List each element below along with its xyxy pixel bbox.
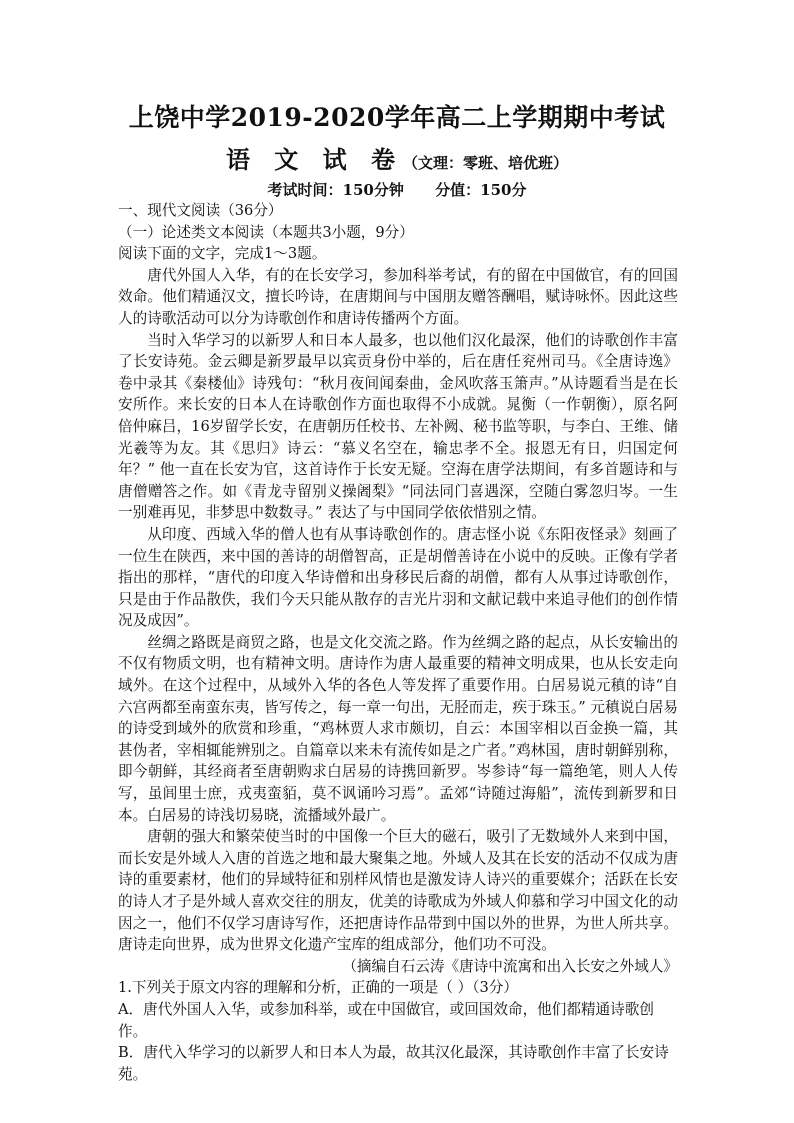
question-1-stem: 1.下列关于原文内容的理解和分析，正确的一项是（ ）（3分） bbox=[118, 979, 518, 997]
exam-subtitle bbox=[0, 143, 794, 180]
passage-paragraph-3: 从印度、西域入华的僧人也有从事诗歌创作的。唐志怪小说《东阳夜怪录》刻画了一位生在陕西，来中国的善诗的胡僧智高，正是胡僧善诗在小说中的反映。正像有学者指出的那样，“唐代的印度入华诗僧和出身移民后裔的胡僧，都有人从事过诗歌创作，只是由于作品散佚，我们今天只能从散存的吉光片羽和文献记载中来追寻他们的创作情况及成因”。 bbox=[118, 525, 678, 630]
subject-title: 语 文 试 卷 bbox=[225, 145, 404, 174]
exam-info: 考试时间：150分钟 分值：150分 bbox=[267, 181, 527, 199]
class-note: （文理：零班、培优班） bbox=[403, 154, 569, 172]
reading-instruction: 阅读下面的文字，完成1～3题。 bbox=[118, 245, 327, 263]
passage-paragraph-5: 唐朝的强大和繁荣使当时的中国像一个巨大的磁石，吸引了无数域外人来到中国，而长安是外域人入唐的首选之地和最大聚集之地。外域人及其在长安的活动不仅成为唐诗的重要素材，他们的异域特征和别样风情也是激发诗人诗兴的重要媒介；活跃在长安的诗人才子是外域人喜欢交往的朋友，优美的诗歌成为外域人仰慕和学习中国文化的动因之一，他们不仅学习唐诗写作，还把唐诗作品带到中国以外的世界，为世人所共享。唐诗走向世界，成为世界文化遗产宝库的组成部分，他们功不可没。 bbox=[118, 828, 678, 954]
passage-source: （摘编自石云涛《唐诗中流寓和出入长安之外域人》 bbox=[342, 957, 678, 975]
passage-paragraph-2: 当时入华学习的以新罗人和日本人最多，也以他们汉化最深，他们的诗歌创作丰富了长安诗苑。金云卿是新罗最早以宾贡身份中举的，后在唐任兖州司马。《全唐诗逸》卷中录其《秦楼仙》诗残句：“秋月夜间闻秦曲，金风吹落玉箫声。”从诗题看当是在长安所作。来长安的日本人在诗歌创作方面也取得不小成就。晁衡（一作朝衡），原名阿倍仲麻吕，16岁留学长安，在唐朝历任校书、左补阙、秘书监等职，与李白、王维、储光羲等为友。其《思归》诗云：“慕义名空在，输忠孝不全。报恩无有日，归国定何年？” 他一直在长安为官，这首诗作于长安无疑。空海在唐学法期间，有多首题诗和与唐僧赠答之作。如《青龙寺留别义操阇梨》“同法同门喜遇深，空随白雾忽归岑。一生一别难再见，非梦思中数数寻。” 表达了与中国同学依依惜别之情。 bbox=[118, 331, 678, 522]
exam-body bbox=[118, 200, 678, 1085]
section-heading: 一、现代文阅读（36分） bbox=[118, 202, 283, 219]
passage-paragraph-1: 唐代外国人入华，有的在长安学习，参加科举考试，有的留在中国做官，有的回国效命。他们精通汉文，擅长吟诗，在唐期间与中国朋友赠答酬唱，赋诗咏怀。因此这些人的诗歌活动可以分为诗歌创作和唐诗传播两个方面。 bbox=[118, 266, 678, 327]
question-1-option-b: B．唐代入华学习的以新罗人和日本人为最，故其汉化最深，其诗歌创作丰富了长安诗苑。 bbox=[118, 1044, 669, 1083]
exam-title: 上饶中学2019-2020学年高二上学期期中考试 bbox=[128, 103, 666, 132]
section-subheading: （一）论述类文本阅读（本题共3小题，9分） bbox=[118, 223, 414, 241]
passage-paragraph-4: 丝绸之路既是商贸之路，也是文化交流之路。作为丝绸之路的起点，从长安输出的不仅有物质文明，也有精神文明。唐诗作为唐人最重要的精神文明成果，也从长安走向域外。在这个过程中，从域外入华的各色人等发挥了重要作用。白居易说元稹的诗“自六宫两都至南蛮东夷，皆写传之，每一章一句出，无胫而走，疾于珠玉。” 元稹说白居易的诗受到域外的欣赏和珍重，“鸡林贾人求市颇切，自云：本国宰相以百金换一篇，其甚伪者，宰相辄能辨别之。自篇章以来未有流传如是之广者。”鸡林国，唐时朝鲜别称，即今朝鲜，其经商者至唐朝购求白居易的诗携回新罗。岑参诗“每一篇绝笔，则人人传写，虽闾里士庶，戎夷蛮貊，莫不讽诵吟习焉”。孟郊“诗随过海船”，流传到新罗和日本。白居易的诗浅切易晓，流播域外最广。 bbox=[118, 633, 678, 824]
question-1-option-a: A．唐代外国人入华，或参加科举，或在中国做官，或回国效命，他们都精通诗歌创作。 bbox=[118, 1000, 654, 1040]
